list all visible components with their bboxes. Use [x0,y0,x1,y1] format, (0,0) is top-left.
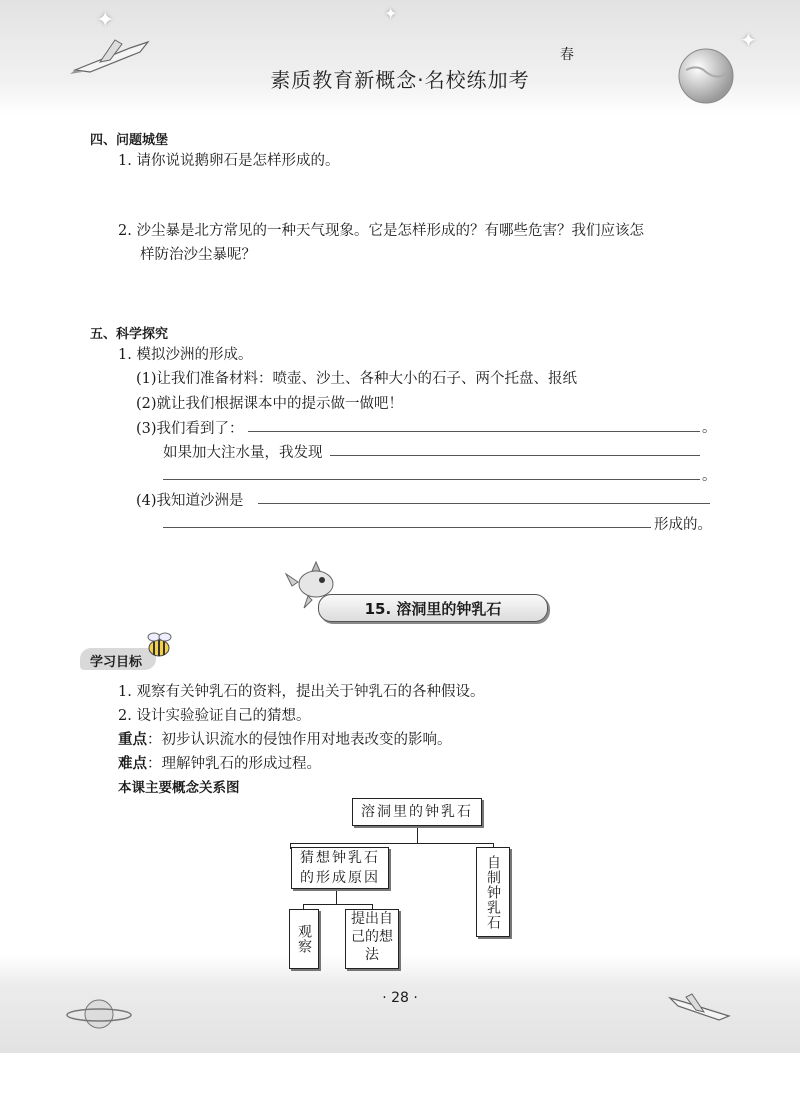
star-icon: ✦ [740,28,757,52]
connector [336,888,337,905]
star-icon: ✦ [96,8,115,33]
lesson-title: 15. 溶洞里的钟乳石 [364,600,502,618]
difficulty-label: 难点 [118,756,147,772]
key-text: ：初步认识流水的侵蚀作用对地表改变的影响。 [147,732,452,748]
node-line: 观察 [296,924,312,954]
node-line: 提出自 [351,911,393,927]
diagram-propose-idea-node [345,909,399,969]
answer-line[interactable] [258,503,710,504]
diagram-make-stalactite-node [476,847,510,937]
concept-map-title: 本课主要概念关系图 [118,780,240,796]
key-label: 重点 [118,732,147,748]
diagram-hypothesis-node [291,847,389,889]
step-text: (3)我们看到了： [136,421,244,437]
step-text: 如果加大注水量，我发现 [163,445,323,461]
answer-line[interactable] [330,455,700,456]
node-line: 自制钟乳石 [485,854,501,930]
question-text: 2. 沙尘暴是北方常见的一种天气现象。它是怎样形成的？有哪些危害？我们应该怎 [118,223,644,239]
answer-line[interactable] [163,479,700,480]
key-point [118,728,452,749]
step-text: (1)让我们准备材料：喷壶、沙土、各种大小的石子、两个托盘、报纸 [136,371,578,387]
difficulty-point [118,752,321,773]
step-text: (2)就让我们根据课本中的提示做一做吧！ [136,396,404,412]
connector [290,843,494,844]
node-line: 法 [365,947,379,963]
bee-icon [142,630,176,660]
page-header-title: 素质教育新概念·名校练加考 [270,68,530,92]
goal-text: 2. 设计实验验证自己的猜想。 [118,708,311,724]
diagram-root-label: 溶洞里的钟乳石 [361,804,473,820]
node-line: 己的想 [351,929,393,945]
connector [303,904,373,905]
section-heading: 五、科学探究 [90,327,169,342]
goals-badge-label: 学习目标 [90,655,143,670]
ending-text: 形成的。 [654,517,712,533]
difficulty-text: ：理解钟乳石的形成过程。 [147,756,321,772]
goal-text: 1. 观察有关钟乳石的资料，提出关于钟乳石的各种假设。 [118,684,485,700]
question-text: 1. 请你说说鹅卵石是怎样形成的。 [118,153,340,169]
step-text: (4)我知道沙洲是 [136,493,244,509]
season-label: 春 [560,47,574,63]
connector [417,825,418,844]
period-mark: 。 [702,420,717,436]
answer-line[interactable] [248,431,700,432]
period-mark: 。 [702,468,717,484]
node-line: 的形成原因 [300,870,380,886]
question-text: 样防治沙尘暴呢？ [140,247,256,263]
diagram-observe-node [289,909,319,969]
node-line: 猜想钟乳石 [300,850,380,866]
page-number: · 28 · [382,990,418,1006]
star-icon: ✦ [384,4,398,23]
diagram-root-node [352,798,482,826]
section-heading: 四、问题城堡 [90,133,169,148]
answer-line[interactable] [163,527,651,528]
question-text: 1. 模拟沙洲的形成。 [118,347,253,363]
